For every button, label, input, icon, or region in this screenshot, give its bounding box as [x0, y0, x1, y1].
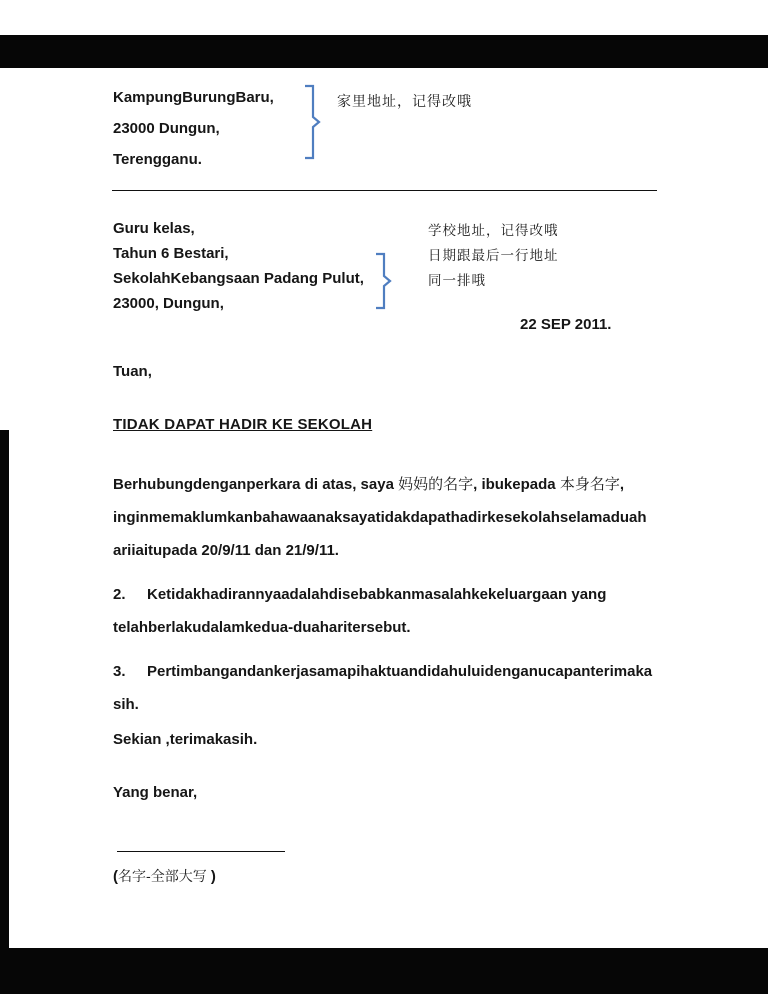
paragraph-3-text: Pertimbangandankerjasamapihaktuandidahuluidenganucapanterimaka sih.	[113, 663, 653, 713]
letter-date: 22 SEP 2011.	[520, 316, 612, 333]
signature-placeholder-cjk: 名字-全部大写	[118, 869, 207, 885]
scan-artifact-left-bar	[0, 430, 9, 948]
paragraph-2-text: Ketidakhadirannyaadalahdisebabkanmasalahkekeluargaan yang telahberlakudalamkedua-duaharitersebut.	[113, 586, 607, 636]
mother-name-placeholder: 妈妈的名字	[398, 475, 474, 493]
paragraph-2	[113, 578, 660, 644]
paragraph-3-number: 3.	[113, 663, 126, 680]
child-name-placeholder: 本身名字	[559, 475, 620, 493]
salutation: Tuan,	[113, 363, 152, 380]
recipient-annotation-line: 同一排哦	[428, 273, 486, 289]
paragraph-1-text: Berhubungdenganperkara di atas, saya	[113, 476, 399, 493]
signature-placeholder-paren: (	[113, 868, 118, 885]
recipient-address-annotations	[428, 219, 559, 294]
signature-line	[117, 851, 285, 852]
paragraph-2-number: 2.	[113, 586, 126, 603]
signature-placeholder	[113, 866, 216, 886]
sender-address-annotation: 家里地址，记得改哦	[337, 94, 472, 110]
sender-address-bracket-icon	[302, 84, 324, 160]
recipient-address-line: Tahun 6 Bestari,	[113, 245, 229, 262]
sender-address-line: 23000 Dungun,	[113, 120, 220, 137]
paragraph-1-text: , ibukepada	[473, 476, 560, 493]
recipient-address-block	[113, 216, 364, 316]
paragraph-1	[113, 468, 660, 567]
signature-placeholder-paren: )	[206, 868, 216, 885]
scan-artifact-top-bar	[0, 35, 768, 68]
recipient-address-bracket-icon	[373, 252, 395, 310]
recipient-address-line: SekolahKebangsaan Padang Pulut,	[113, 270, 364, 287]
paragraph-3	[113, 655, 660, 721]
sender-address-block	[113, 82, 274, 175]
signoff-line: Yang benar,	[113, 784, 198, 801]
divider-line	[112, 190, 657, 191]
sender-address-line: Terengganu.	[113, 151, 202, 168]
subject-title: TIDAK DAPAT HADIR KE SEKOLAH	[113, 416, 373, 433]
recipient-address-line: 23000, Dungun,	[113, 295, 224, 312]
recipient-annotation-line: 日期跟最后一行地址	[428, 248, 559, 264]
closing-line: Sekian ,terimakasih.	[113, 731, 258, 748]
scan-artifact-bottom-bar	[0, 948, 768, 994]
recipient-address-line: Guru kelas,	[113, 220, 195, 237]
paragraph-1-text: , inginmemaklumkanbahawaanaksayatidakdapathadirkesekolahselamaduah ariiaitupada 20/9/11 dan 21/9/11.	[113, 476, 647, 559]
sender-address-line: KampungBurungBaru,	[113, 89, 274, 106]
recipient-annotation-line: 学校地址，记得改哦	[428, 223, 559, 239]
